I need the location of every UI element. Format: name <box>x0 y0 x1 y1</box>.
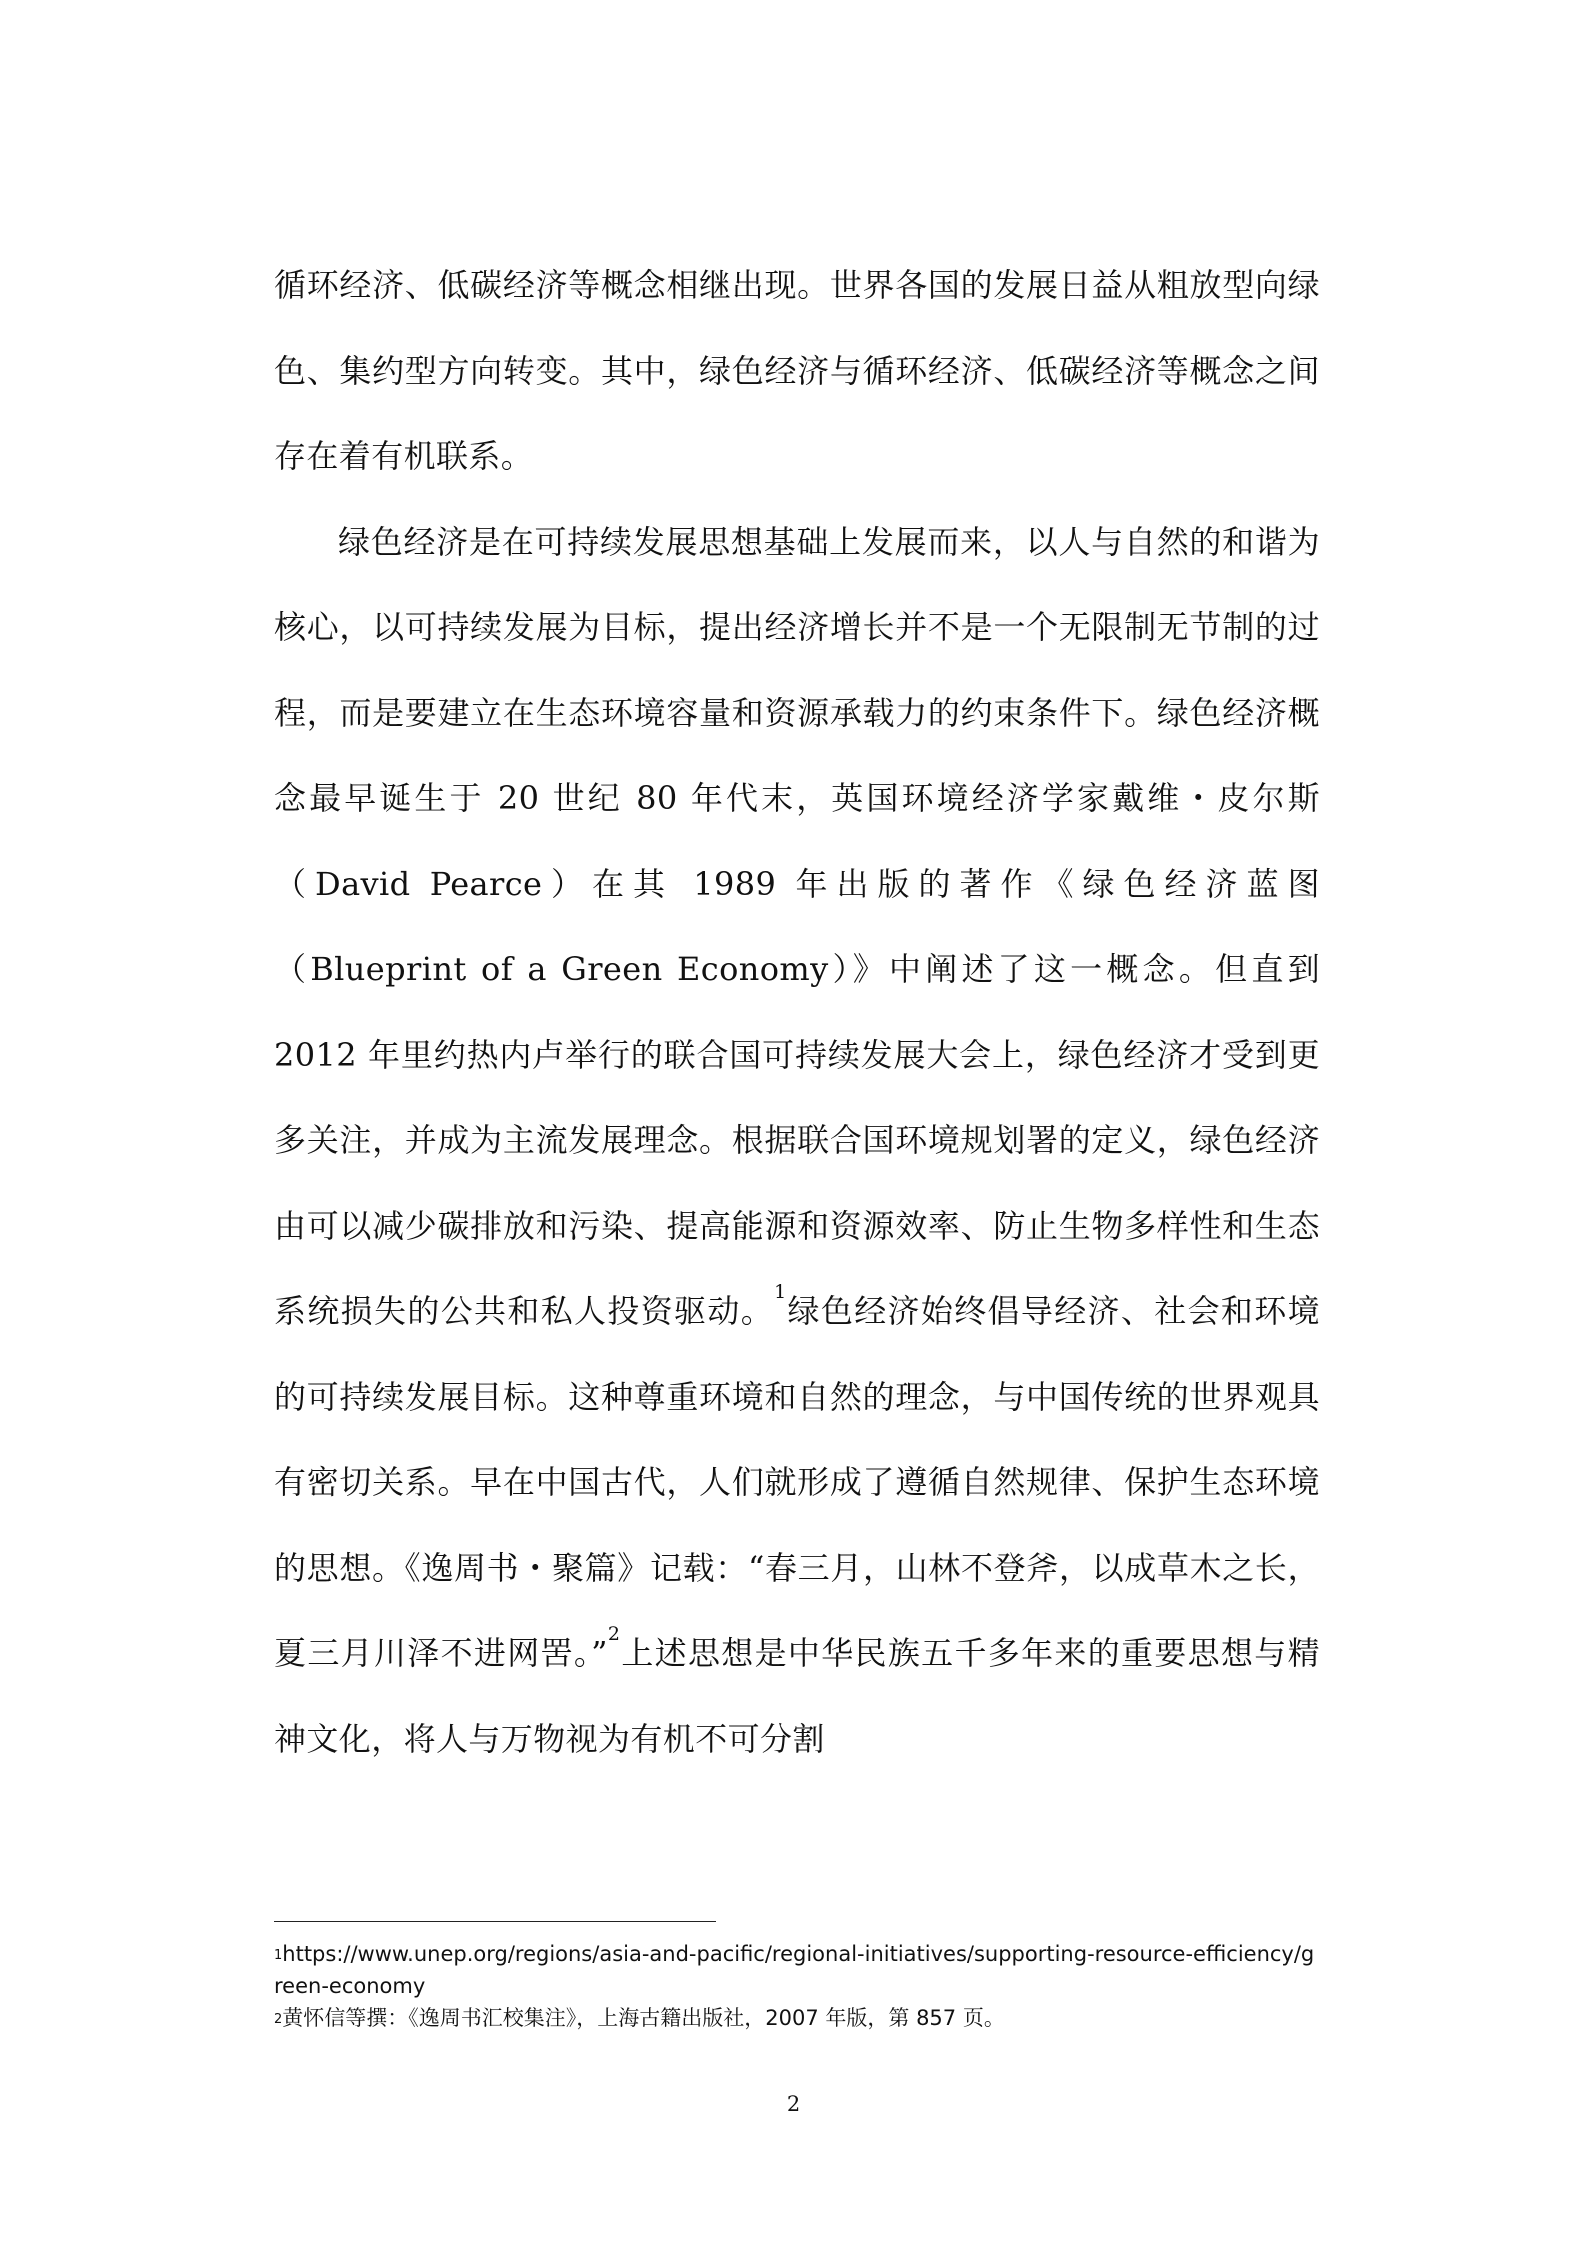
footnote-reference: 1 <box>774 1281 787 1303</box>
paragraph-text: 循环经济、低碳经济等概念相继出现。世界各国的发展日益从粗放型向绿色、集约型方向转变。其中，绿色经济与循环经济、低碳经济等概念之间存在着有机联系。 <box>274 266 1320 475</box>
footnote-text[interactable]: https://www.unep.org/regions/asia-and-pacific/regional-initiatives/supporting-resource-efficiency/green-economy <box>274 1942 1315 1998</box>
paragraph <box>274 243 1320 500</box>
footnote <box>274 1938 1320 2002</box>
paragraph-text: 绿色经济是在可持续发展思想基础上发展而来，以人与自然的和谐为核心，以可持续发展为目标，提出经济增长并不是一个无限制无节制的过程，而是要建立在生态环境容量和资源承载力的约束条件下。绿色经济概念最早诞生于 20 世纪 80 年代末，英国环境经济学家戴维・皮尔斯（David Pearce）在其 1989 年出版的著作《绿色经济蓝图（Blueprint of a Green Economy）》中阐述了这一概念。但直到 2012 年里约热内卢举行的联合国可持续发展大会上，绿色经济才受到更多关注，并成为主流发展理念。根据联合国环境规划署的定义，绿色经济由可以减少碳排放和污染、提高能源和资源效率、防止生物多样性和生态系统损失的公共和私人投资驱动。 <box>274 522 1320 1330</box>
paragraph-text: 上述思想是中华民族五千多年来的重要思想与精神文化，将人与万物视为有机不可分割 <box>274 1634 1320 1758</box>
footnotes <box>274 1938 1320 2034</box>
footnote-separator <box>274 1921 716 1922</box>
paragraph-text: 绿色经济始终倡导经济、社会和环境的可持续发展目标。这种尊重环境和自然的理念，与中国传统的世界观具有密切关系。早在中国古代，人们就形成了遵循自然规律、保护生态环境的思想。《逸周书・聚篇》记载：“春三月，山林不登斧，以成草木之长，夏三月川泽不进网罟。” <box>274 1292 1320 1672</box>
body-text <box>274 243 1320 1782</box>
paragraph <box>274 500 1320 1783</box>
footnote <box>274 2002 1320 2034</box>
footnote-text: 黄怀信等撰：《逸周书汇校集注》，上海古籍出版社，2007 年版，第 857 页。 <box>282 2006 1005 2030</box>
footnote-marker: 2 <box>274 2012 283 2027</box>
footnote-reference: 2 <box>607 1623 621 1645</box>
footnote-marker: 1 <box>274 1948 283 1963</box>
page-number: 2 <box>786 2092 801 2116</box>
